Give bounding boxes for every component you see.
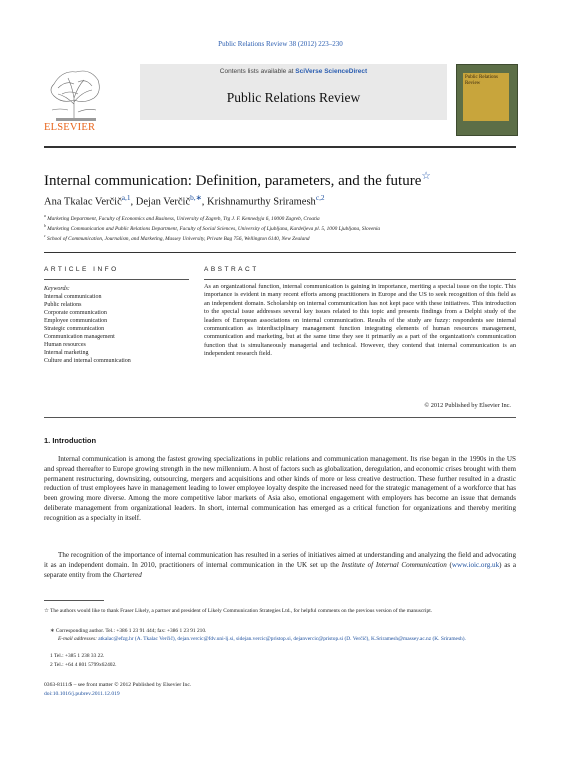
footnote-acknowledgement: ☆ The authors would like to thank Fraser Likely, a partner and president of Likely Communication Strategies Ltd., for helpful comments on the previous version of the manuscript. xyxy=(44,608,433,614)
keyword-item: Employee communication xyxy=(44,318,108,324)
keyword-item: Human resources xyxy=(44,342,86,348)
ioic-link[interactable]: www.ioic.org.uk xyxy=(451,560,500,569)
institute-name: Institute of Internal Communication xyxy=(341,560,447,569)
abstract-copyright: © 2012 Published by Elsevier Inc. xyxy=(424,402,511,409)
keyword-item: Strategic communication xyxy=(44,326,105,332)
journal-reference[interactable]: Public Relations Review 38 (2012) 223–230 xyxy=(218,40,343,48)
journal-cover-thumbnail[interactable] xyxy=(456,64,518,136)
footnote-rule xyxy=(44,600,104,601)
issn-line: 0363-8111/$ – see front matter © 2012 Published by Elsevier Inc. xyxy=(44,682,192,688)
cover-title: Public Relations Review xyxy=(465,75,498,86)
abstract-end-rule xyxy=(44,417,516,418)
author-affil-mark[interactable]: a,1 xyxy=(121,193,131,202)
abstract-body: As an organizational function, internal communication is gaining in importance, meriting a special issue on the topic. This importance is evident in many recent efforts among practitioners in Europe and the US to seek recognition of this field as an independent domain. Scholarship on internal communication has not kept pace with these initiatives. This introduction to the special issue addresses several key issues related to this topic and presents findings from a Delphi study of the leaders of European associations on internal communication. Results of the study are fuzzy: respondents see internal communication as interdisciplinary management function integrating elements of human resources management, communication and marketing, but at the same time they see it primarily as a part of the organization's communication function that is simultaneously managerial and technical. However, they contend that internal communication is an independent research field. xyxy=(204,283,516,358)
article-title xyxy=(44,170,431,190)
keywords-label: Keywords: xyxy=(44,286,70,292)
abstract-heading: ABSTRACT xyxy=(204,266,259,273)
email-addresses[interactable]: atkalac@efzg.hr (A. Tkalac Verčič), dejan.vercic@fdv.uni-lj.si, sidejan.vercic@pristop.si, dejanvercic@pristop.si (D. Verčič), K.Sriramesh@massey.ac.nz (K. Sriramesh). xyxy=(98,636,466,642)
keyword-item: Public relations xyxy=(44,302,82,308)
sciencedirect-link[interactable]: SciVerse ScienceDirect xyxy=(295,68,368,75)
abstract-rule xyxy=(204,279,516,280)
footnote-1: 1 Tel.: +385 1 238 33 22. xyxy=(50,653,105,659)
affiliation-text: Marketing Communication and Public Relations Department, Faculty of Social Sciences, University of Ljubljana, Kardeljeva pl. 5, 1000 Ljubljana, Slovenia xyxy=(47,225,381,232)
author-name: Krishnamurthy Sriramesh xyxy=(207,196,316,208)
header-divider xyxy=(44,146,516,148)
email-label: E-mail addresses: xyxy=(58,636,99,642)
introduction-heading: 1. Introduction xyxy=(44,436,97,445)
keyword-item: Internal marketing xyxy=(44,350,89,356)
affiliation-item xyxy=(44,234,310,242)
chartered-text: Chartered xyxy=(112,570,142,579)
footnote-emails xyxy=(44,636,516,643)
author-affil-mark[interactable]: b,∗ xyxy=(190,193,202,202)
keyword-item: Corporate communication xyxy=(44,310,107,316)
affiliation-mark: c xyxy=(44,234,46,238)
paragraph-text: ( xyxy=(446,560,452,569)
article-title-text: Internal communication: Definition, parameters, and the future xyxy=(44,173,422,189)
affiliation-text: School of Communication, Journalism, and Marketing, Massey University, Private Bag 756, Wellington 6140, New Zealand xyxy=(46,235,310,242)
affiliation-item xyxy=(44,214,320,222)
contents-prefix: Contents lists available at xyxy=(219,68,296,75)
journal-name[interactable]: Public Relations Review xyxy=(226,90,361,105)
elsevier-wordmark: ELSEVIER xyxy=(44,122,96,133)
author-name: Dejan Verčič xyxy=(135,196,191,208)
contents-line xyxy=(140,68,447,75)
affiliation-mark: a xyxy=(44,214,46,218)
doi-link[interactable]: doi:10.1016/j.pubrev.2011.12.019 xyxy=(44,691,120,697)
paragraph-text: ) as a separate entity from the xyxy=(44,560,517,579)
author-name: Ana Tkalac Verčič xyxy=(44,196,122,208)
affiliation-mark: b xyxy=(44,224,46,228)
affiliation-item xyxy=(44,224,380,232)
affiliation-text: Marketing Department, Faculty of Economics and Business, University of Zagreb, Trg J. F. Kennedyja 6, 10000 Zagreb, Croatia xyxy=(47,215,320,222)
affiliation-divider xyxy=(44,252,516,253)
footnote-corresponding-author: ∗ Corresponding author. Tel.: +386 1 23 91 444; fax: +386 1 23 91 210. xyxy=(50,628,207,634)
keyword-item: Communication management xyxy=(44,334,115,340)
intro-paragraph-2 xyxy=(44,551,516,580)
keyword-item: Internal communication xyxy=(44,294,102,300)
title-footnote-mark[interactable]: ☆ xyxy=(421,171,431,182)
author-affil-mark[interactable]: c,2 xyxy=(315,193,325,202)
article-info-heading: ARTICLE INFO xyxy=(44,266,119,273)
intro-paragraph-1: Internal communication is among the fastest growing specializations in public relations and communication management. Its rise began in the 1990s in the US and spread thereafter to Europe growing strength in the new millennium. A host of factors such as globalization, deregulation, and economic crises brought with them permanent restructuring, downsizing, outsourcing, mergers and acquisitions and other kinds of more or less creative destruction. These further resulted in a drastic reduction of trust employees have in management leading to lower employee loyalty despite the increased need for the strategic management of a workforce that has been growing more diverse. Among the more competitive labor markets of Asia also, emotional engagement with employers has become an issue that demands deliberate management from organizational leaders. In short, internal communication has emerged as a critical function for organizations and thereby meriting recognition as a specialty in itself. xyxy=(44,455,516,522)
paragraph-text: The recognition of the importance of internal communication has resulted in a series of initiatives aimed at understanding and analyzing the field and advocating it as an independent domain. In 2010, practitioners of internal communication in the UK set up the xyxy=(44,551,516,569)
footnote-2: 2 Tel.: +64 4 801 5799x62402. xyxy=(50,662,117,668)
author-list: Ana Tkalac Verčič$^{a,1}$, Dejan Verčič$^{b,∗}$, Krishnamurthy Sriramesh$^{c,2}$ xyxy=(44,193,325,208)
article-info-rule xyxy=(44,279,189,280)
keyword-item: Culture and internal communication xyxy=(44,358,131,364)
